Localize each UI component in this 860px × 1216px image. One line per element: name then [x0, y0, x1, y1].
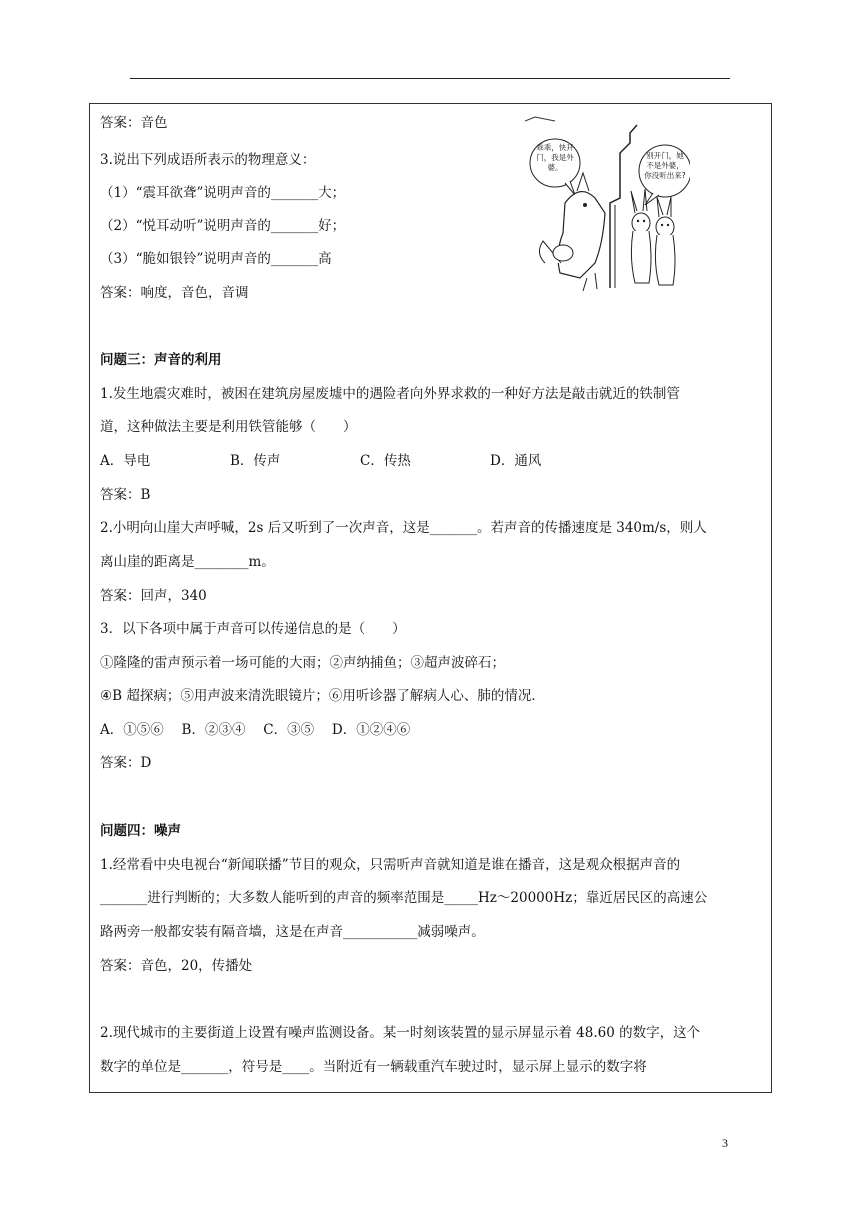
cartoon-illustration [525, 113, 690, 293]
text-line-q3-2: （2）“悦耳动听”说明声音的_______好； [100, 218, 346, 234]
text-line-ans-timbre: 答案：音色 [100, 115, 168, 131]
text-line-ans-p3: 答案：D [100, 755, 152, 771]
text-line-n2-l1: 2.现代城市的主要街道上设置有噪声监测设备。某一时刻该装置的显示屏显示着 48.60 的数字，这个 [100, 1025, 701, 1041]
text-line-ans-q3: 答案：响度，音色，音调 [100, 285, 249, 301]
text-line-p3-opts: A．①⑤⑥ B．②③④ C．③⑤ D．①②④⑥ [100, 722, 411, 738]
header-rule [130, 78, 730, 79]
text-line-q3-1: （1）“震耳欲聋”说明声音的_______大； [100, 185, 346, 201]
option-c: C．传热 [360, 453, 411, 469]
question-1-options [100, 451, 541, 471]
text-line-ans-n1: 答案：音色，20，传播处 [100, 958, 253, 974]
text-line-ans-p2: 答案：回声，340 [100, 588, 207, 604]
text-line-sec4-title: 问题四：噪声 [100, 823, 181, 839]
text-line-p2-l2: 离山崖的距离是________m。 [100, 554, 275, 570]
option-d: D．通风 [490, 453, 542, 469]
text-line-ans-p1: 答案：B [100, 487, 151, 503]
text-line-sec3-title: 问题三：声音的利用 [100, 352, 222, 368]
option-b: B．传声 [230, 453, 281, 469]
text-line-p1-l1: 1.发生地震灾难时，被困在建筑房屋废墟中的遇险者向外界求救的一种好方法是敲击就近的铁制管 [100, 386, 680, 402]
text-line-n1-l3: 路两旁一般都安装有隔音墙，这是在声音___________减弱噪声。 [100, 924, 485, 940]
text-line-n1-l1: 1.经常看中央电视台“新闻联播”节目的观众，只需听声音就知道是谁在播音，这是观众根据声音的 [100, 857, 681, 873]
text-line-q3-3: （3）“脆如银铃”说明声音的_______高 [100, 251, 332, 267]
text-line-q3-title: 3.说出下列成语所表示的物理意义： [100, 152, 316, 168]
text-line-n2-l2: 数字的单位是_______，符号是____。当附近有一辆载重汽车驶过时，显示屏上显示的数字将 [100, 1059, 647, 1075]
text-line-n1-l2: _______进行判断的；大多数人能听到的声音的频率范围是_____Hz～20000Hz；靠近居民区的高速公 [100, 890, 708, 906]
bubble-right-text: 别开门，她不是外婆，你没听出来? [644, 151, 686, 180]
text-line-p3-l3: ④B 超探病；⑤用声波来清洗眼镜片；⑥用听诊器了解病人心、肺的情况． [100, 688, 545, 704]
text-line-p2-l1: 2.小明向山崖大声呼喊，2s 后又听到了一次声音，这是_______。若声音的传播速度是 340m/s，则人 [100, 520, 707, 536]
bubble-left-text: 乖乖，快开门，我是外婆。 [536, 143, 574, 172]
option-a: A．导电 [100, 453, 151, 469]
text-line-p3-l2: ①隆隆的雷声预示着一场可能的大雨；②声纳捕鱼；③超声波碎石； [100, 655, 505, 671]
text-line-p1-l2: 道，这种做法主要是利用铁管能够（ ） [100, 419, 357, 435]
page-number: 3 [722, 1136, 728, 1150]
text-line-p3-l1: 3．以下各项中属于声音可以传递信息的是（ ） [100, 621, 406, 637]
